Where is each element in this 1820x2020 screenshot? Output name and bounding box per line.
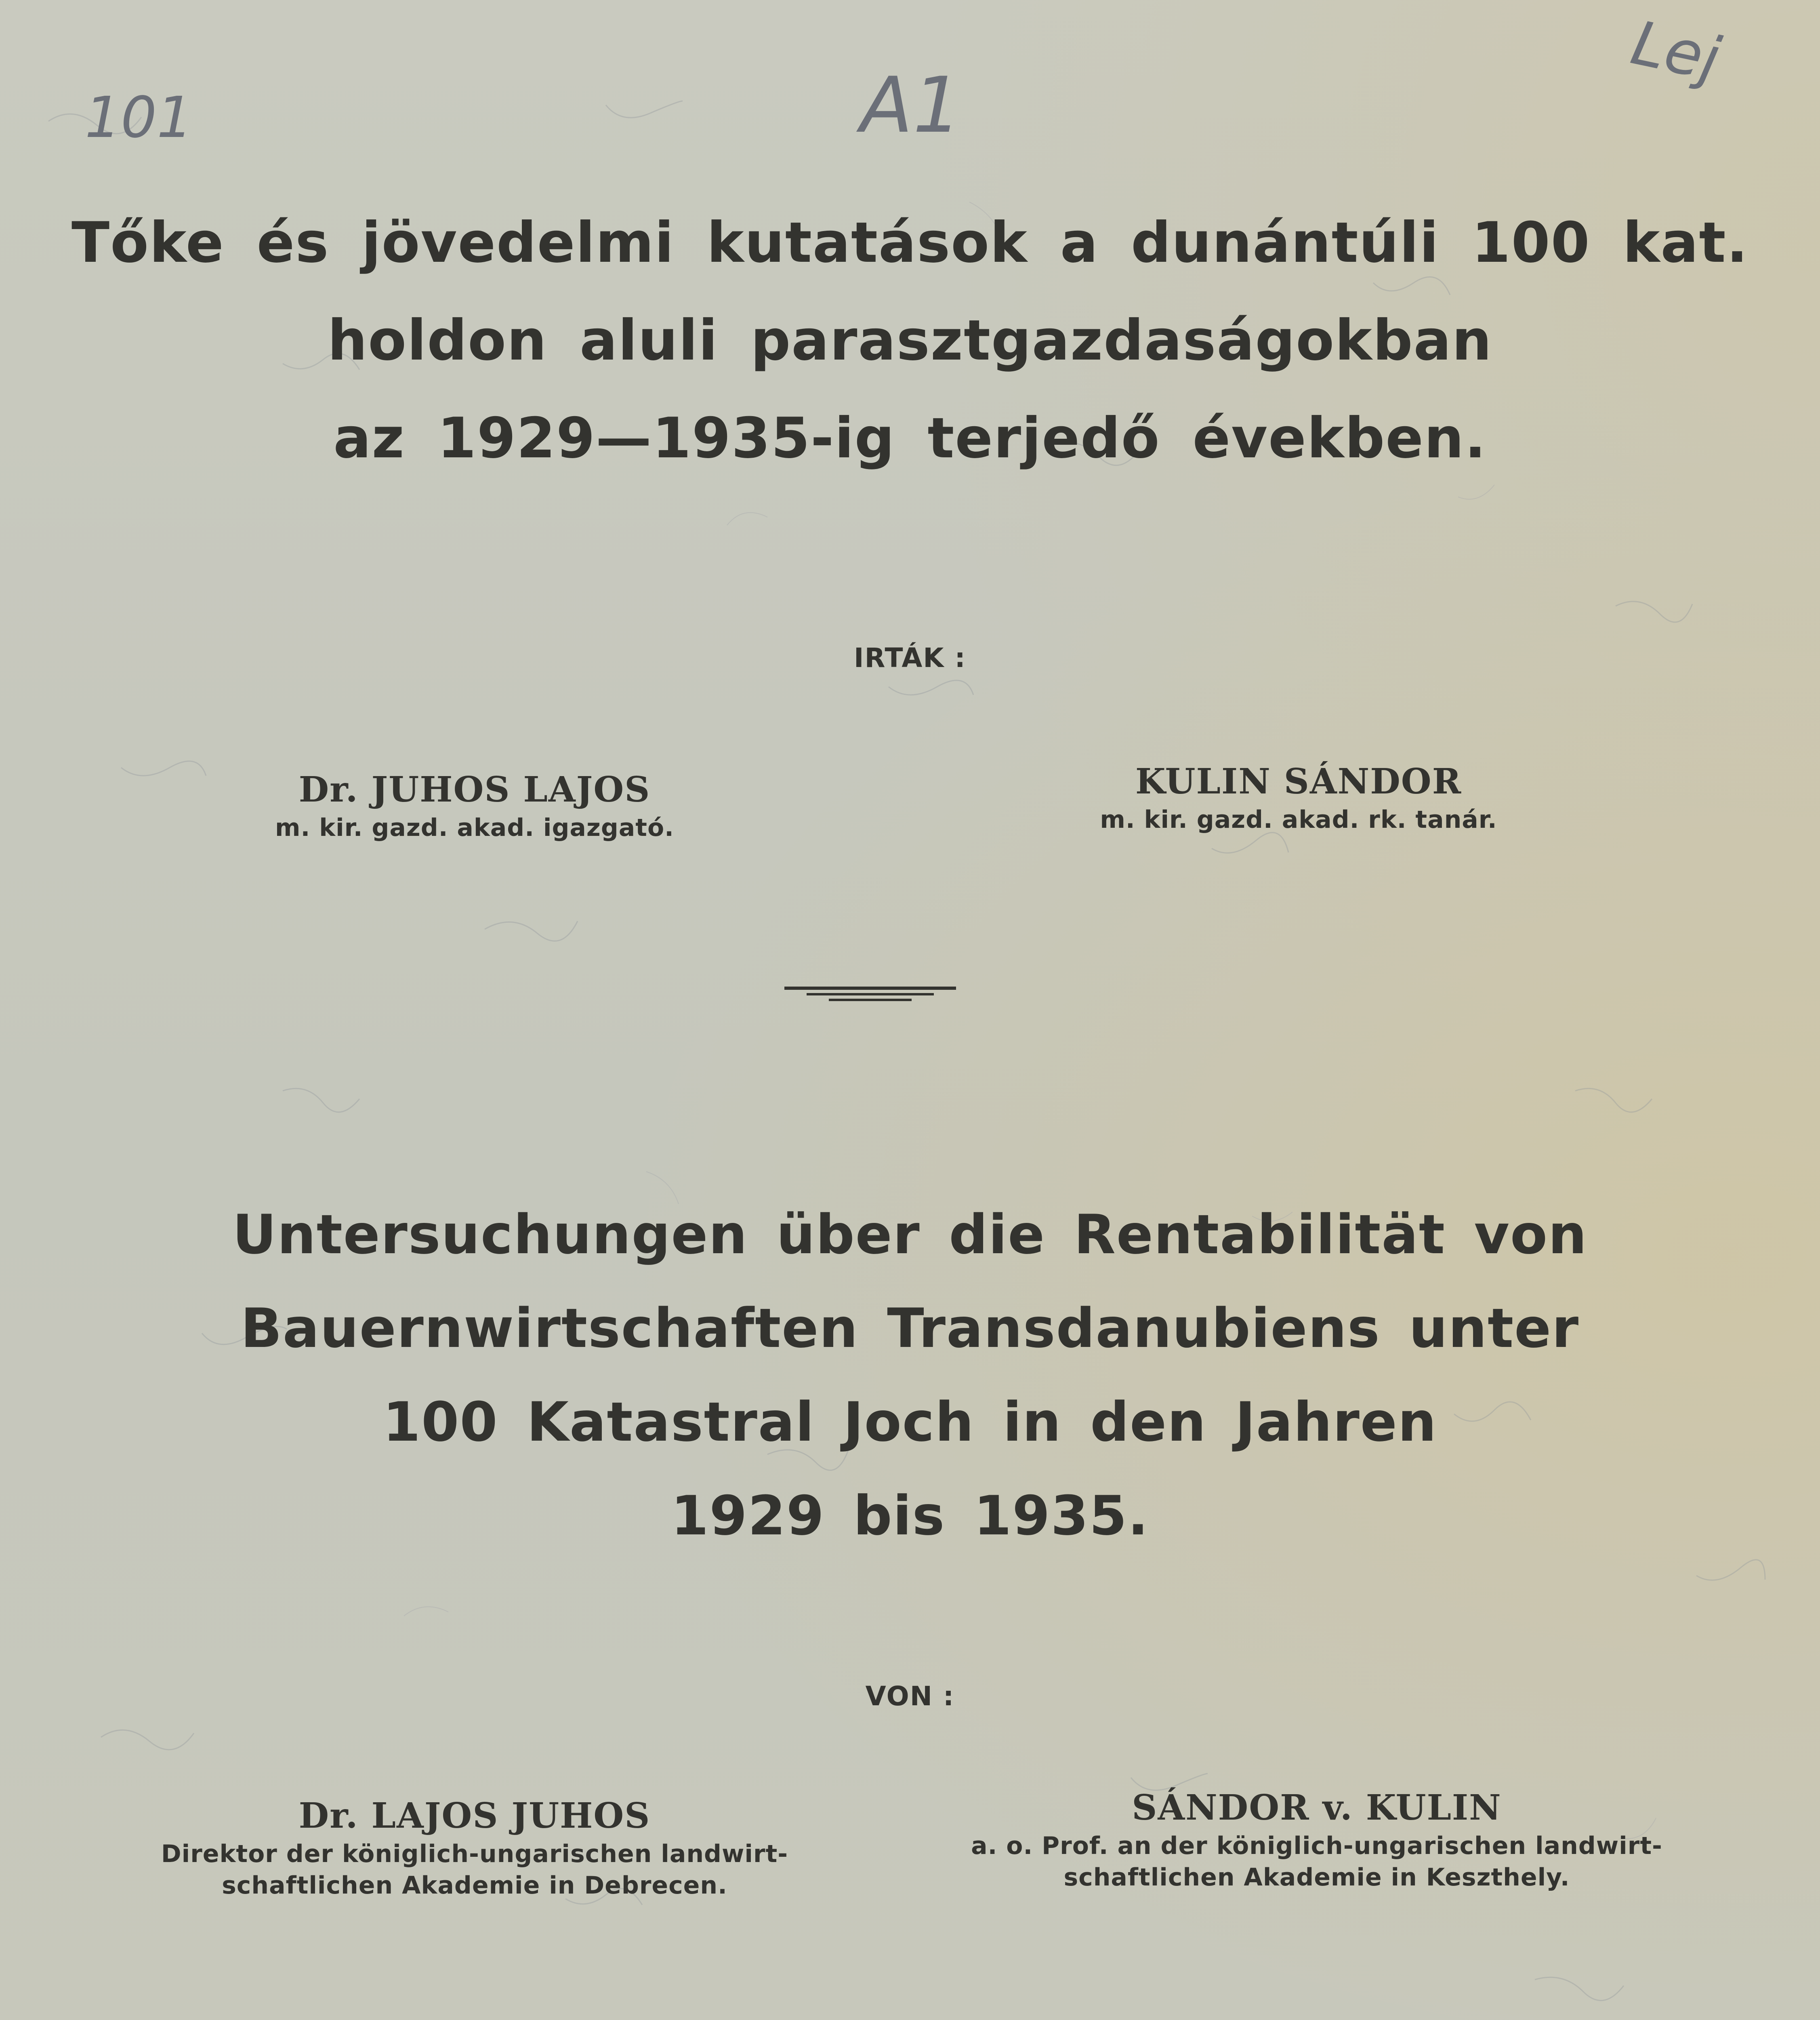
german-title (0, 1188, 1820, 1563)
handwritten-corner-scribble: Lej (1625, 8, 1726, 95)
german-authors-label: VON : (865, 1681, 955, 1712)
author-name: SÁNDOR v. KULIN (1132, 1787, 1502, 1828)
hungarian-title-line-2: holdon aluli parasztgazdaságokban (328, 308, 1492, 373)
handwritten-mark: A1 (860, 61, 962, 150)
decorative-divider (784, 986, 956, 1006)
author-name: Dr. LAJOS JUHOS (298, 1795, 651, 1836)
author-role-line-1: a. o. Prof. an der königlich-ungarischen landwirt- (971, 1832, 1662, 1860)
author-role: m. kir. gazd. akad. rk. tanár. (1100, 806, 1497, 834)
author-role-line-2: schaftlichen Akademie in Debrecen. (222, 1871, 727, 1900)
hungarian-title-line-1: Tőke és jövedelmi kutatások a dunántúli 100 kat. (71, 210, 1749, 275)
hungarian-authors-label: IRTÁK : (854, 642, 966, 673)
hungarian-title (0, 194, 1820, 487)
author-name: KULIN SÁNDOR (1135, 761, 1462, 802)
german-author-right (929, 1786, 1704, 1893)
german-title-line-2: Bauernwirtschaften Transdanubiens unter (240, 1297, 1580, 1360)
handwritten-number: 101 (85, 85, 193, 151)
german-title-line-4: 1929 bis 1935. (671, 1484, 1149, 1547)
german-title-line-3: 100 Katastral Joch in den Jahren (382, 1391, 1438, 1454)
german-author-left (121, 1794, 828, 1901)
hungarian-title-line-3: az 1929—1935-ig terjedő években. (333, 406, 1487, 471)
german-title-line-1: Untersuchungen über die Rentabilität von (232, 1203, 1588, 1266)
hungarian-author-right (1026, 760, 1571, 835)
author-role-line-2: schaftlichen Akademie in Keszthely. (1063, 1863, 1570, 1892)
author-role-line-1: Direktor der königlich-ungarischen landwirt- (161, 1840, 788, 1868)
author-role: m. kir. gazd. akad. igazgató. (275, 814, 674, 842)
author-name: Dr. JUHOS LAJOS (298, 769, 651, 810)
hungarian-author-left (202, 768, 747, 844)
